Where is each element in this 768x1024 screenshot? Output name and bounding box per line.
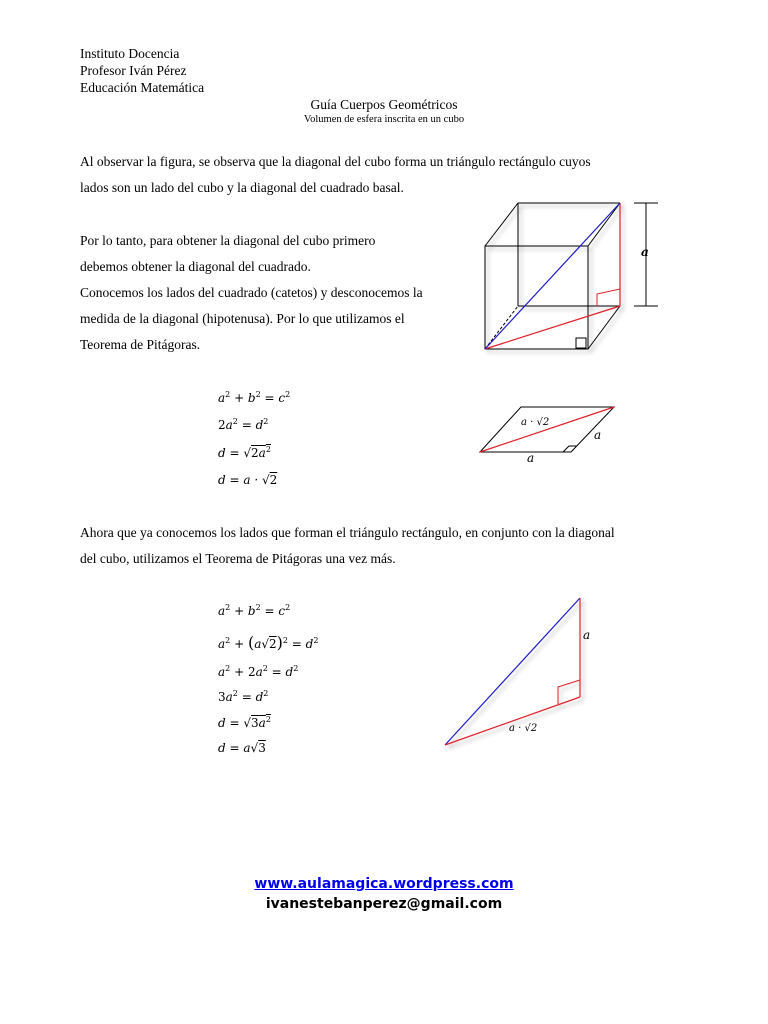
- paragraph-3-line-1: Ahora que ya conocemos los lados que forman el triángulo rectángulo, en conjunto con la diagonal: [80, 525, 615, 540]
- paragraph-2-line-4: medida de la diagonal (hipotenusa). Por lo que utilizamos el: [80, 311, 405, 326]
- cube-diagram: [470, 195, 670, 365]
- author-email: ivanestebanperez@gmail.com: [265, 896, 503, 912]
- paragraph-2-line-5: Teorema de Pitágoras.: [80, 337, 201, 352]
- institution-name: Instituto Docencia: [80, 46, 180, 61]
- paragraph-1-line-1: Al observar la figura, se observa que la diagonal del cubo forma un triángulo rectángulo cuyos: [80, 154, 591, 169]
- parallelogram-side-label: a: [594, 428, 602, 442]
- equation-2a2: $2a^2 = d^2$: [218, 417, 269, 432]
- parallelogram-diagonal-label: a · √2: [521, 417, 550, 428]
- triangle-base-label: a · √2: [509, 723, 538, 734]
- equation-final: d = a√3: [218, 741, 266, 755]
- equation-3a2: $3a^2 = d^2$: [218, 689, 269, 704]
- equation-d-sqrt3a2: $d = √3a^2$: [218, 715, 271, 730]
- equation-d-result: d = a · √2: [218, 473, 278, 487]
- paragraph-2-line-1: Por lo tanto, para obtener la diagonal del cubo primero: [80, 233, 376, 248]
- paragraph-2-line-3: Conocemos los lados del cuadrado (catetos) y desconocemos la: [80, 285, 423, 300]
- equation-d-sqrt: $d = √2a^2$: [218, 445, 271, 460]
- paragraph-2-line-2: debemos obtener la diagonal del cuadrado.: [80, 259, 311, 274]
- document-title: Guía Cuerpos Geométricos: [310, 97, 458, 112]
- parallelogram-base-label: a: [527, 451, 535, 465]
- equation-pythagoras-2: $a^2 + b^2 = c^2$: [218, 603, 291, 618]
- parallelogram-diagram: [475, 400, 625, 460]
- paragraph-1-line-2: lados son un lado del cubo y la diagonal del cuadrado basal.: [80, 180, 404, 195]
- equation-substitution: $a^2 + (a√2)^2 = d^2$: [218, 633, 319, 652]
- equation-expand: $a^2 + 2a^2 = d^2$: [218, 664, 299, 679]
- triangle-side-label: a: [583, 628, 591, 642]
- professor-name: Profesor Iván Pérez: [80, 63, 187, 78]
- cube-side-label: a: [641, 245, 649, 259]
- document-subtitle: Volumen de esfera inscrita en un cubo: [303, 114, 465, 125]
- paragraph-3-line-2: del cubo, utilizamos el Teorema de Pitágoras una vez más.: [80, 551, 396, 566]
- equation-pythagoras-1: $a^2 + b^2 = c^2$: [218, 390, 291, 405]
- website-link[interactable]: www.aulamagica.wordpress.com: [254, 876, 514, 892]
- department-name: Educación Matemática: [80, 80, 205, 95]
- hidden-edge: [485, 306, 518, 349]
